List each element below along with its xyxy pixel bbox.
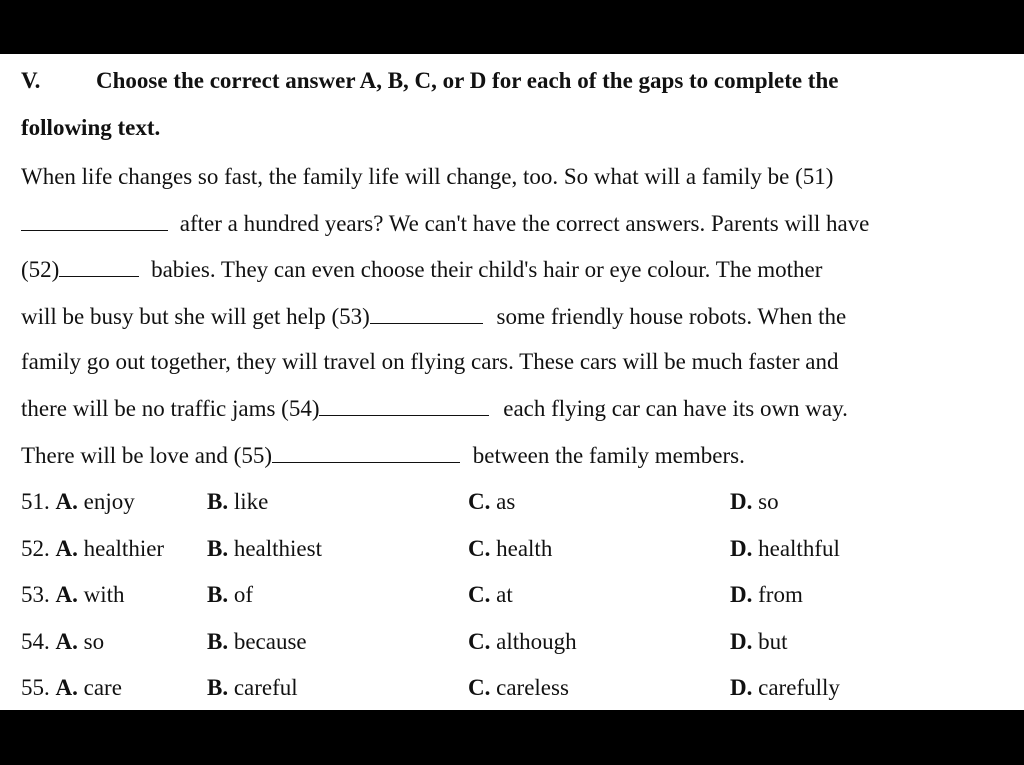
passage-text: there will be no traffic jams (54) <box>21 396 320 421</box>
passage-text: some friendly house robots. When the <box>496 304 847 329</box>
gap-52-blank <box>59 256 139 277</box>
passage-line-7 <box>21 442 745 469</box>
passage-text: after a hundred years? We can't have the correct answers. Parents will have <box>179 211 870 236</box>
passage-line-3 <box>21 256 822 283</box>
passage-text: will be busy but she will get help (53) <box>21 304 370 329</box>
question-51-option-b[interactable]: B. like <box>207 489 269 514</box>
question-53-option-d[interactable]: D. from <box>730 582 803 607</box>
question-54-option-c[interactable]: C. although <box>468 629 577 654</box>
question-53-option-c[interactable]: C. at <box>468 582 513 607</box>
question-55-option-b[interactable]: B. careful <box>207 675 298 700</box>
passage-line-1 <box>21 164 833 190</box>
passage-text: each flying car can have its own way. <box>503 396 848 421</box>
exercise-number: V. <box>21 68 41 93</box>
question-54-option-b[interactable]: B. because <box>207 629 307 654</box>
question-52-option-b[interactable]: B. healthiest <box>207 536 322 561</box>
question-52-option-c[interactable]: C. health <box>468 536 553 561</box>
passage-text: When life changes so fast, the family life will change, too. So what will a family be (51) <box>21 164 834 189</box>
question-51-option-c[interactable]: C. as <box>468 489 516 514</box>
passage-line-2 <box>21 210 869 237</box>
question-51-option-a[interactable]: 51. A. enjoy <box>21 489 135 514</box>
question-55-option-d[interactable]: D. carefully <box>730 675 840 700</box>
gap-53-blank <box>370 303 483 324</box>
question-54-option-d[interactable]: D. but <box>730 629 788 654</box>
instruction-line-1: Choose the correct answer A, B, C, or D for each of the gaps to complete the <box>96 68 839 93</box>
gap-52-label: (52) <box>21 257 60 282</box>
question-53-option-b[interactable]: B. of <box>207 582 254 607</box>
passage-line-5 <box>21 349 838 375</box>
question-55-option-a[interactable]: 55. A. care <box>21 675 122 700</box>
question-54-option-a[interactable]: 54. A. so <box>21 629 105 654</box>
gap-55-blank <box>272 442 460 463</box>
passage-text: between the family members. <box>472 443 745 468</box>
worksheet-page <box>0 54 1024 710</box>
passage-text: There will be love and (55) <box>21 443 272 468</box>
passage-line-4 <box>21 303 846 330</box>
question-52-option-d[interactable]: D. healthful <box>730 536 840 561</box>
question-52-option-a[interactable]: 52. A. healthier <box>21 536 165 561</box>
question-55-option-c[interactable]: C. careless <box>468 675 569 700</box>
question-53-option-a[interactable]: 53. A. with <box>21 582 125 607</box>
gap-54-blank <box>319 395 489 416</box>
passage-text: family go out together, they will travel on flying cars. These cars will be much faster and <box>21 349 839 374</box>
gap-51-blank <box>21 210 168 231</box>
instruction-line-2: following text. <box>21 115 161 140</box>
passage-text: babies. They can even choose their child's hair or eye colour. The mother <box>151 257 823 282</box>
question-51-option-d[interactable]: D. so <box>730 489 779 514</box>
passage-line-6 <box>21 395 848 422</box>
